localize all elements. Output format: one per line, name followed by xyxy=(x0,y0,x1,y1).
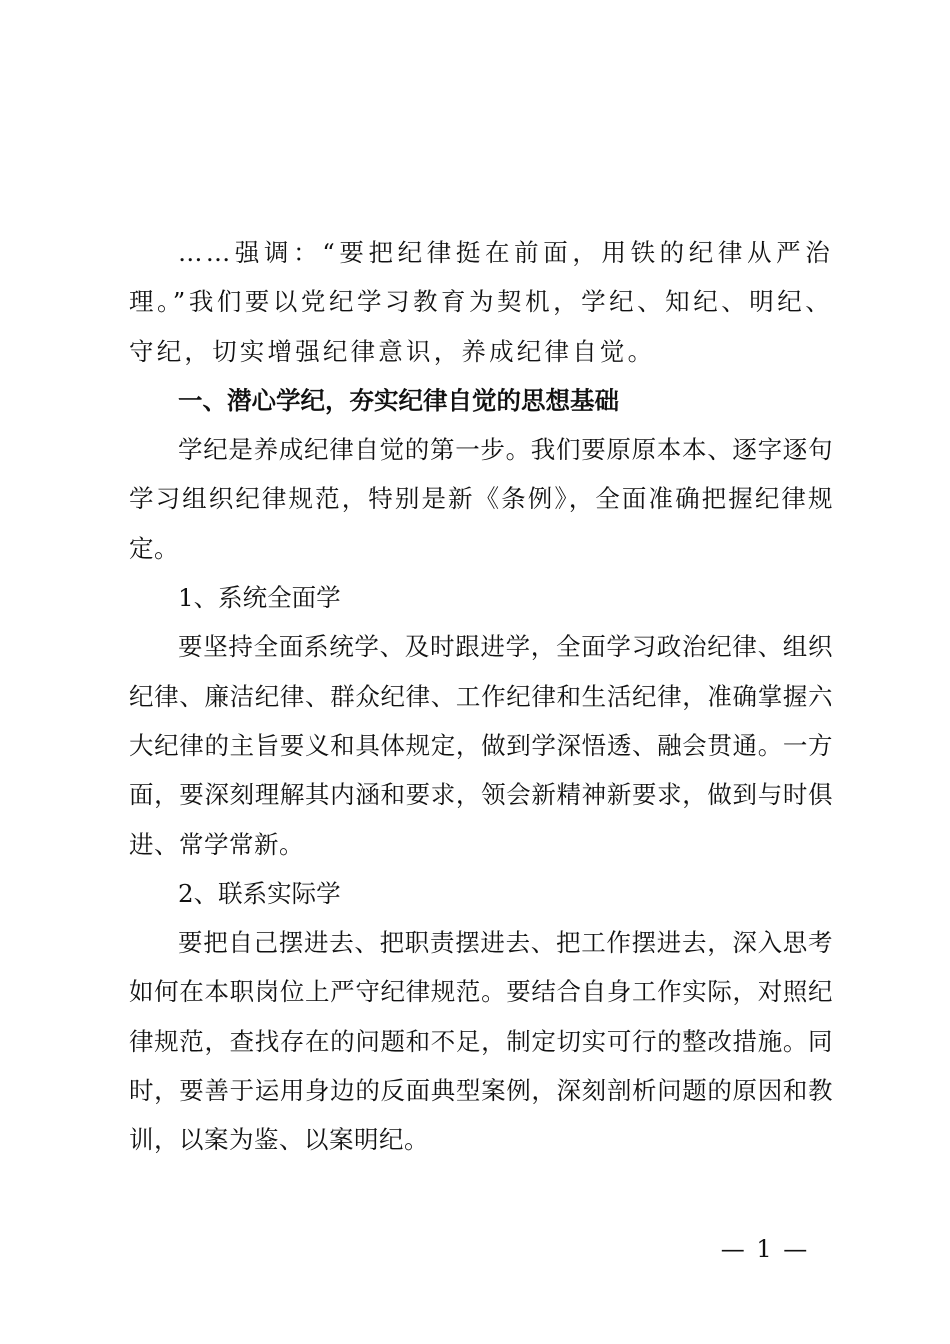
subheading-2: 2、联系实际学 xyxy=(178,878,341,908)
document-body xyxy=(129,228,833,1165)
subheading-1: 1、系统全面学 xyxy=(178,583,341,613)
section-heading: 一、潜心学纪，夯实纪律自觉的思想基础 xyxy=(178,385,619,415)
page-number: — 1 — xyxy=(720,1235,810,1263)
subsection-1-paragraph: 要坚持全面系统学、及时跟进学，全面学习政治纪律、组织纪律、廉洁纪律、群众纪律、工作纪律和生活纪律，准确掌握六大纪律的主旨要义和具体规定，做到学深悟透、融会贯通。一方面，要深刻理解其内涵和要求，领会新精神新要求，做到与时俱进、常学常新。 xyxy=(129,632,833,859)
intro-paragraph: ……强调：“要把纪律挺在前面，用铁的纪律从严治理。”我们要以党纪学习教育为契机，学纪、知纪、明纪、守纪，切实增强纪律意识，养成纪律自觉。 xyxy=(129,238,833,366)
subsection-2-paragraph: 要把自己摆进去、把职责摆进去、把工作摆进去，深入思考如何在本职岗位上严守纪律规范。要结合自身工作实际，对照纪律规范，查找存在的问题和不足，制定切实可行的整改措施。同时，要善于运用身边的反面典型案例，深刻剖析问题的原因和教训，以案为鉴、以案明纪。 xyxy=(129,928,833,1155)
section-intro-paragraph: 学纪是养成纪律自觉的第一步。我们要原原本本、逐字逐句学习组织纪律规范，特别是新《条例》，全面准确把握纪律规定。 xyxy=(129,435,833,563)
